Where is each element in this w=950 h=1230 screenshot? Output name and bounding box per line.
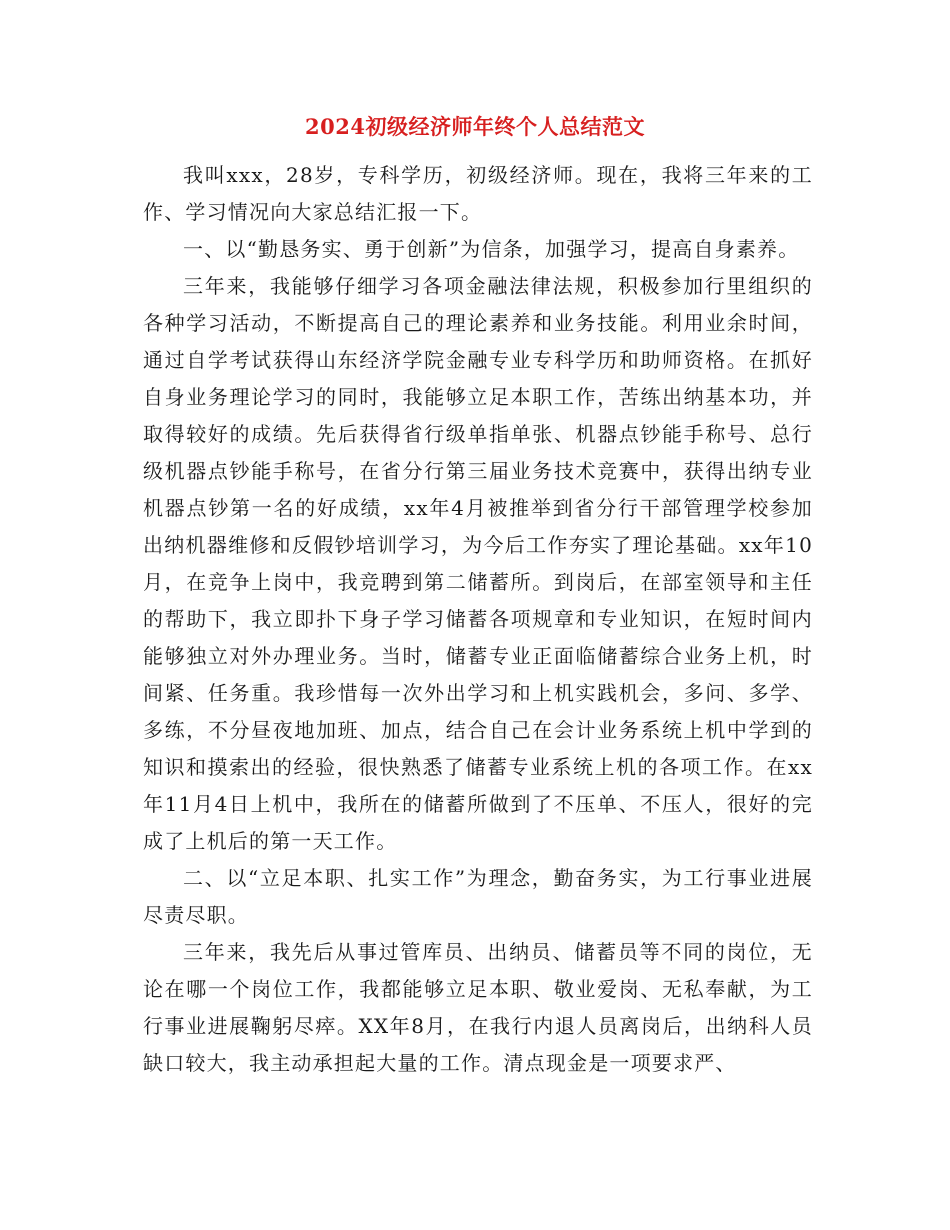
paragraph-study: 三年来，我能够仔细学习各项金融法律法规，积极参加行里组织的各种学习活动，不断提高自己的理论素养和业务技能。利用业余时间，通过自学考试获得山东经济学院金融专业专科学历和助师资格。在抓好自身业务理论学习的同时，我能够立足本职工作，苦练出纳基本功，并取得较好的成绩。先后获得省行级单指单张、机器点钞能手称号、总行级机器点钞能手称号，在省分行第三届业务技术竞赛中，获得出纳专业机器点钞第一名的好成绩，xx年4月被推举到省分行干部管理学校参加出纳机器维修和反假钞培训学习，为今后工作夯实了理论基础。xx年10月，在竞争上岗中，我竞聘到第二储蓄所。到岗后，在部室领导和主任的帮助下，我立即扑下身子学习储蓄各项规章和专业知识，在短时间内能够独立对外办理业务。当时，储蓄专业正面临储蓄综合业务上机，时间紧、任务重。我珍惜每一次外出学习和上机实践机会，多问、多学、多练，不分昼夜地加班、加点，结合自己在会计业务系统上机中学到的知识和摸索出的经验，很快熟悉了储蓄专业系统上机的各项工作。在xx年11月4日上机中，我所在的储蓄所做到了不压单、不压人，很好的完成了上机后的第一天工作。 [143, 274, 813, 853]
paragraph-intro: 我叫xxx，28岁，专科学历，初级经济师。现在，我将三年来的工作、学习情况向大家总结汇报一下。 [143, 163, 813, 224]
paragraph-heading-1: 一、以“勤恳务实、勇于创新”为信条，加强学习，提高自身素养。 [183, 237, 800, 261]
document-body [143, 157, 813, 1082]
document-title: 2024初级经济师年终个人总结范文 [305, 114, 645, 139]
paragraph-work: 三年来，我先后从事过管库员、出纳员、储蓄员等不同的岗位，无论在哪一个岗位工作，我都能够立足本职、敬业爱岗、无私奉献，为工行事业进展鞠躬尽瘁。XX年8月，在我行内退人员离岗后，出纳科人员缺口较大，我主动承担起大量的工作。清点现金是一项要求严、 [143, 940, 813, 1075]
paragraph-heading-2: 二、以“立足本职、扎实工作”为理念，勤奋务实，为工行事业进展尽责尽职。 [143, 866, 813, 927]
